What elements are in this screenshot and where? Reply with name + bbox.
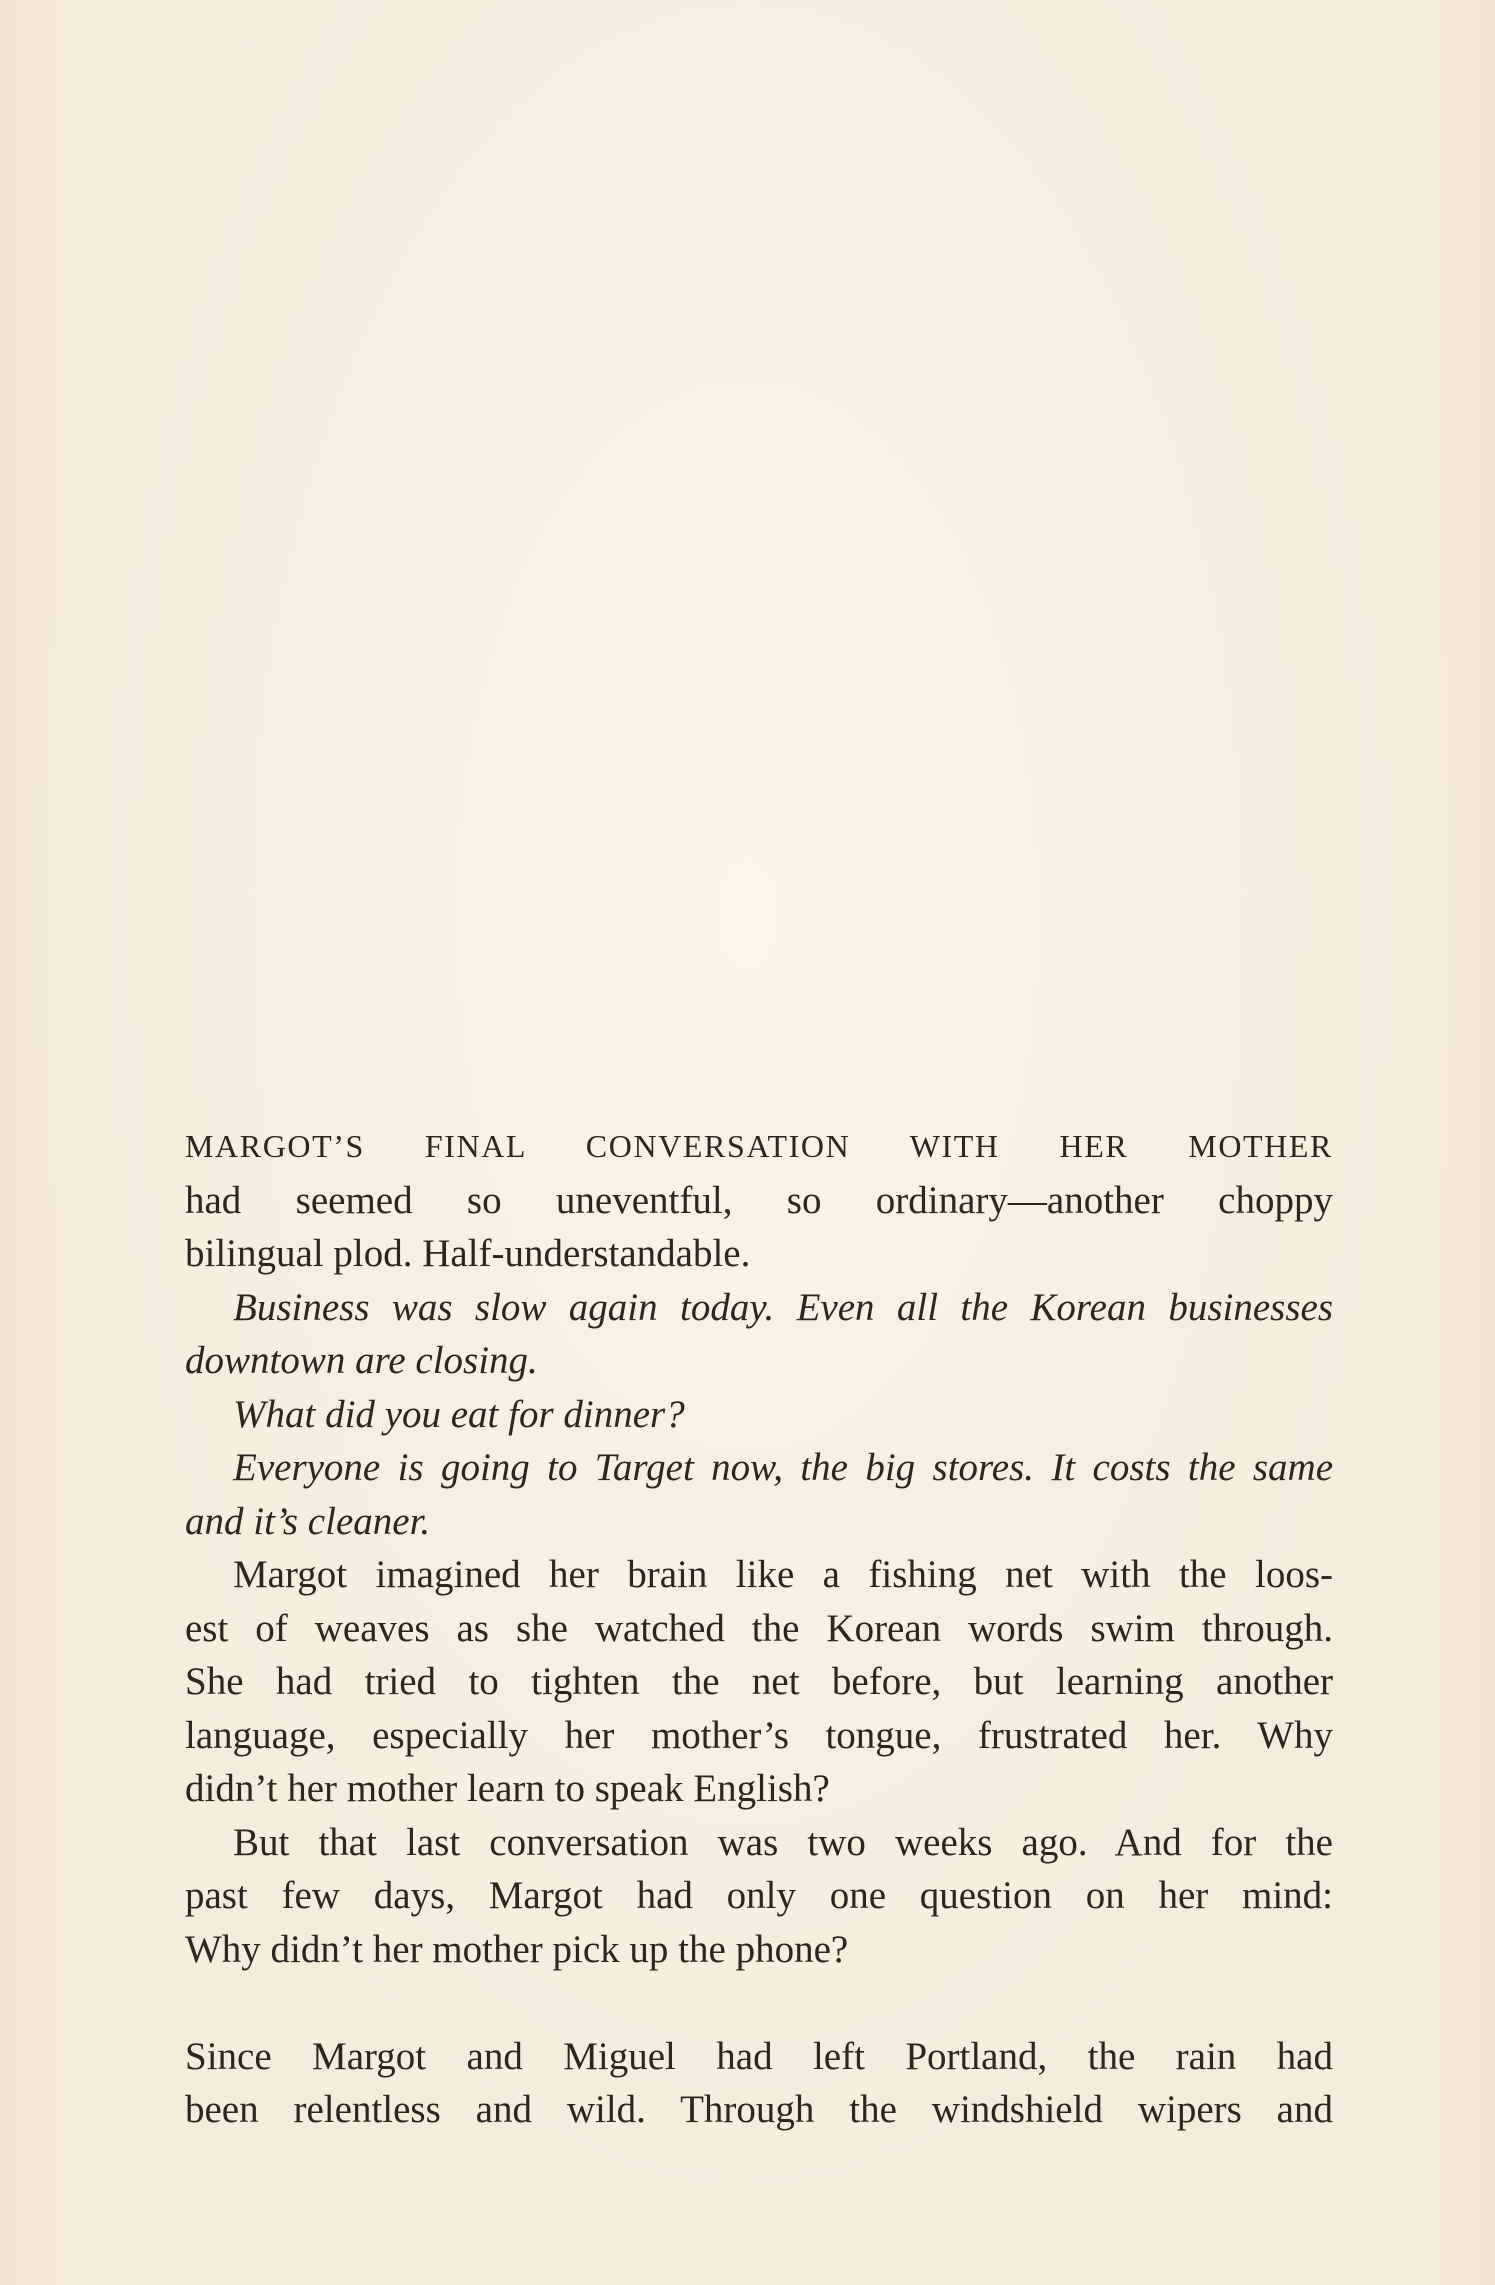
- text-line: bilingual plod. Half-understandable.: [185, 1232, 751, 1275]
- text-line: Why didn’t her mother pick up the phone?: [185, 1927, 849, 1971]
- section-break: [185, 1976, 1333, 2030]
- text-line: been relentless and wild. Through the windshield wipers and: [185, 2088, 1333, 2131]
- text-line: She had tried to tighten the net before, but learning another: [185, 1660, 1333, 1703]
- text-line: language, especially her mother’s tongue, frustrated her. Why: [185, 1713, 1333, 1757]
- chapter-text: [185, 1120, 1333, 2137]
- italic-dialogue-line: Business was slow again today. Even all the Korean businesses: [233, 1285, 1333, 1329]
- text-line: past few days, Margot had only one question on her mind:: [185, 1874, 1333, 1917]
- italic-dialogue-line: and it’s cleaner.: [185, 1499, 431, 1543]
- chapter-opening-small-caps: MARGOT’S FINAL CONVERSATION WITH HER MOTHER: [185, 1128, 1333, 1164]
- italic-dialogue-line: Everyone is going to Target now, the big stores. It costs the same: [233, 1446, 1333, 1489]
- italic-dialogue-line: What did you eat for dinner?: [233, 1392, 685, 1436]
- text-line: But that last conversation was two weeks ago. And for the: [233, 1820, 1333, 1864]
- text-line: had seemed so uneventful, so ordinary—another choppy: [185, 1178, 1333, 1222]
- text-line: didn’t her mother learn to speak English?: [185, 1767, 830, 1810]
- text-line: Margot imagined her brain like a fishing net with the loos-: [233, 1553, 1333, 1596]
- text-line: est of weaves as she watched the Korean words swim through.: [185, 1606, 1333, 1650]
- text-line: Since Margot and Miguel had left Portland, the rain had: [185, 2034, 1333, 2078]
- italic-dialogue-line: downtown are closing.: [185, 1339, 538, 1382]
